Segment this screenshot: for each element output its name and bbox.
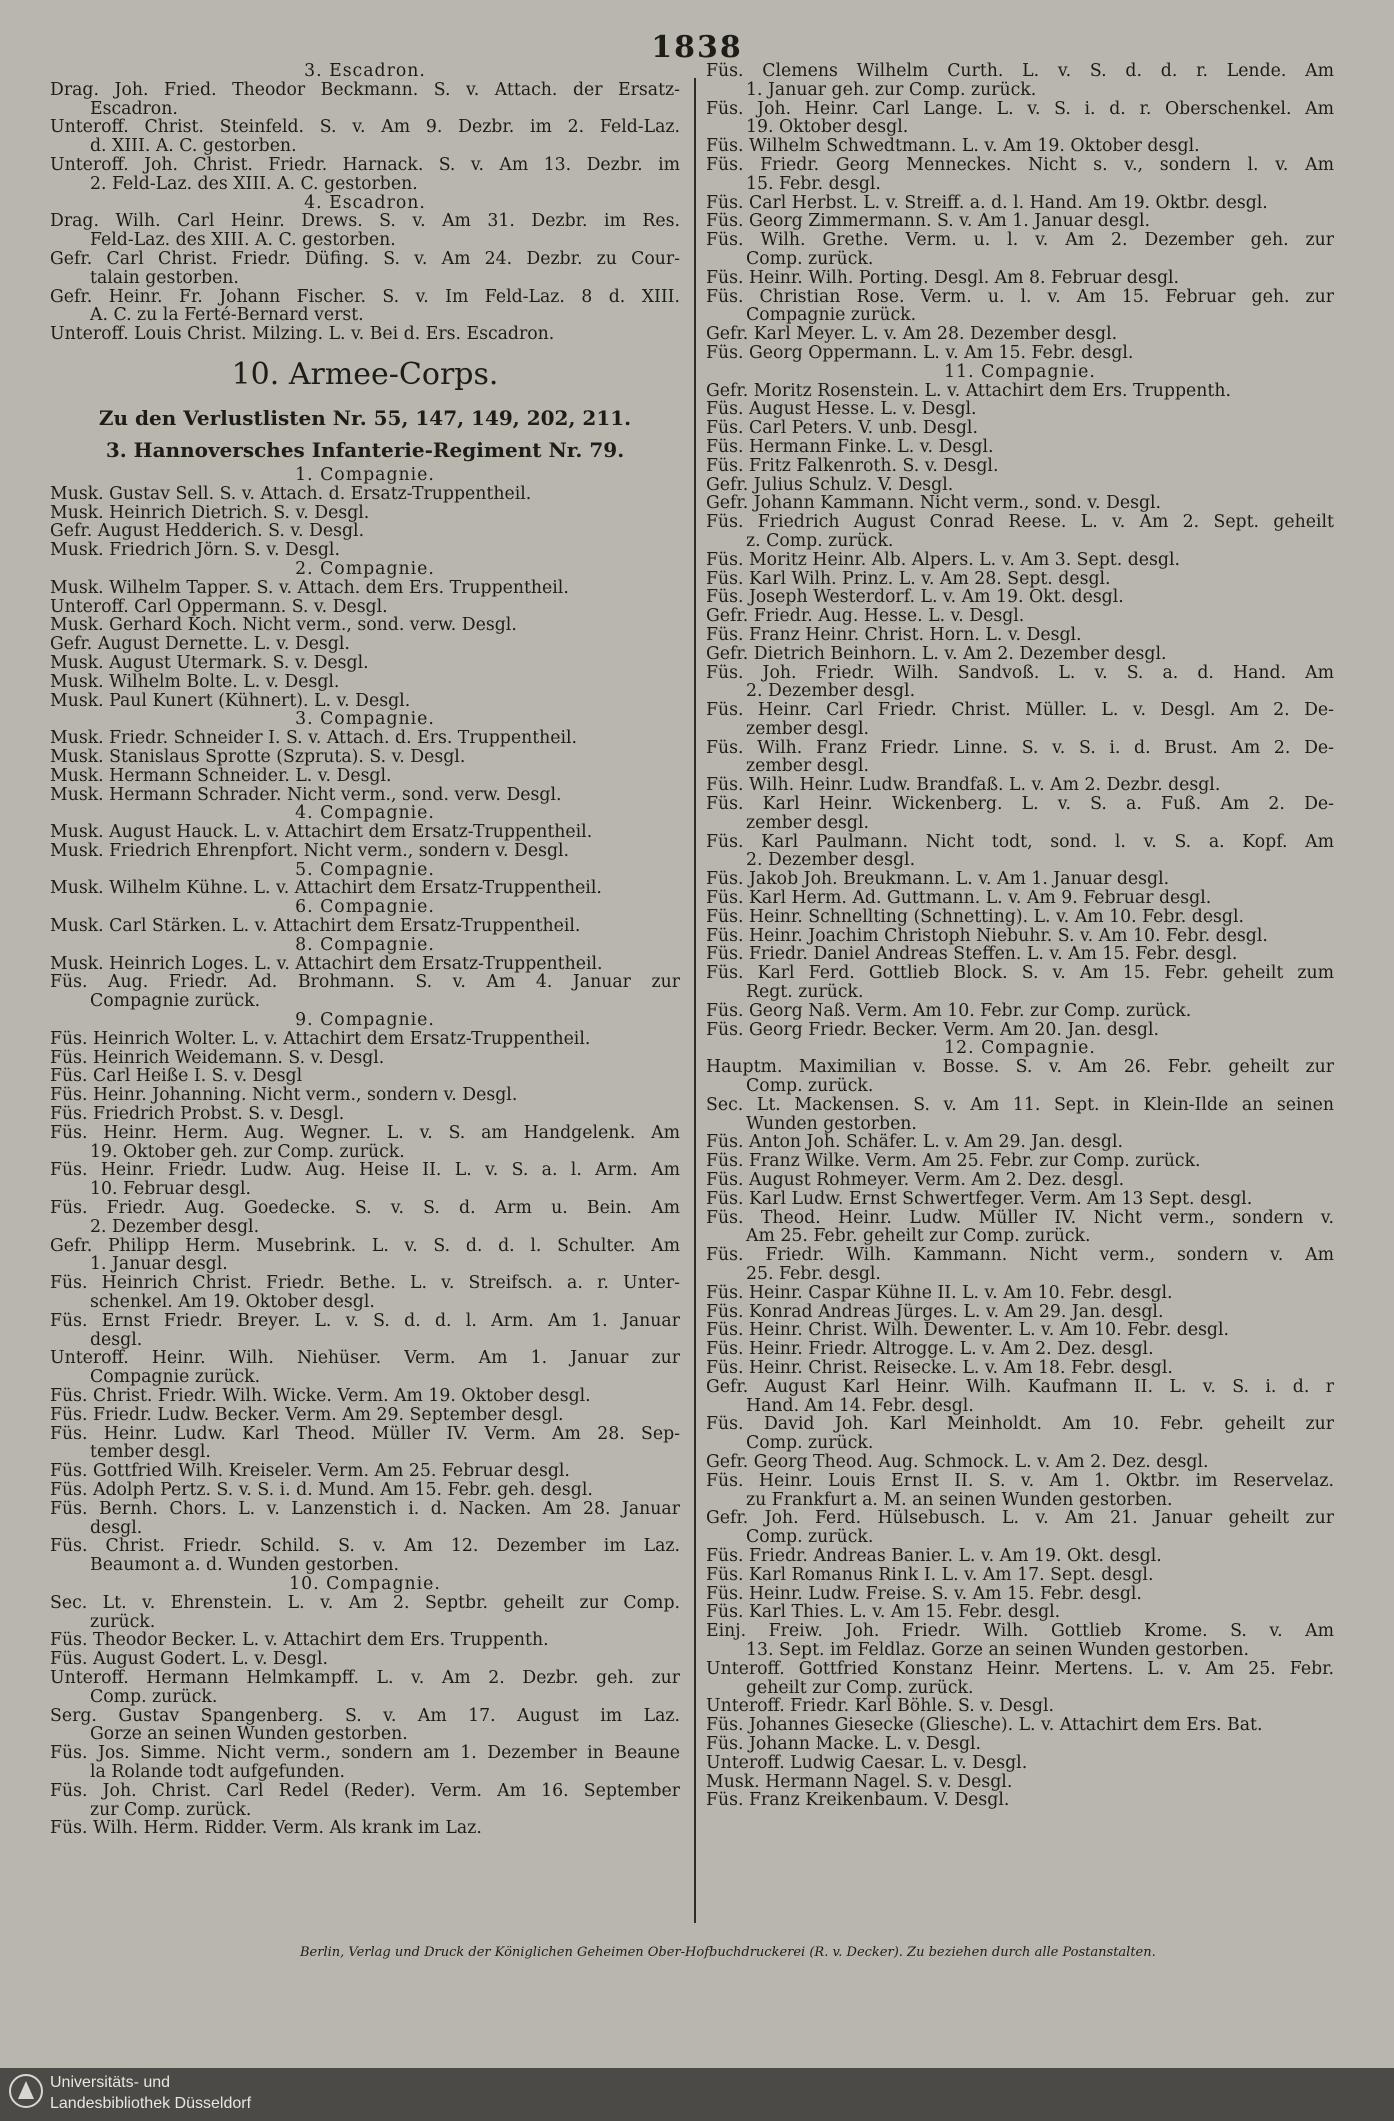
entry-continuation: 19. Oktober geh. zur Comp. zurück.: [90, 1142, 405, 1162]
company-heading: 1. Compagnie.: [295, 465, 435, 485]
entry-line: Füs. Georg Friedr. Becker. Verm. Am 20. Jan. desgl.: [706, 1020, 1159, 1040]
entry-line: Unteroff. Heinr. Wilh. Niehüser. Verm. Am 1. Januar zur: [50, 1349, 680, 1369]
entry-line: Füs. Friedr. Daniel Andreas Steffen. L. v. Am 15. Febr. desgl.: [706, 945, 1238, 965]
entry-continuation: Compagnie zurück.: [90, 992, 261, 1012]
entry-line: Füs. Karl Wilh. Prinz. L. v. Am 28. Sept. desgl.: [706, 569, 1111, 589]
entry-line: Füs. Ernst Friedr. Breyer. L. v. S. d. d. l. Arm. Am 1. Januar: [50, 1311, 680, 1331]
entry-line: Füs. Friedr. Andreas Banier. L. v. Am 19. Okt. desgl.: [706, 1546, 1162, 1566]
entry-line: Füs. Heinrich Weidemann. S. v. Desgl.: [50, 1048, 385, 1068]
entry-line: Füs. Franz Kreikenbaum. V. Desgl.: [706, 1791, 1010, 1811]
entry-continuation: Wunden gestorben.: [746, 1114, 917, 1134]
entry-line: Füs. Wilh. Grethe. Verm. u. l. v. Am 2. Dezember geh. zur: [706, 231, 1334, 250]
entry-line: Füs. Karl Thies. L. v. Am 15. Febr. desgl.: [706, 1603, 1061, 1623]
entry-line: Füs. Heinr. Christ. Reisecke. L. v. Am 18. Febr. desgl.: [706, 1358, 1173, 1378]
entry-line: Füs. Heinrich Christ. Friedr. Bethe. L. v. Streifsch. a. r. Unter-: [50, 1274, 680, 1294]
entry-continuation: Comp. zurück.: [746, 1528, 874, 1547]
entry-line: Füs. Heinr. Friedr. Altrogge. L. v. Am 2. Dez. desgl.: [706, 1340, 1154, 1359]
entry-line: Füs. Fritz Falkenroth. S. v. Desgl.: [706, 456, 999, 476]
entry-line: Füs. Heinrich Wolter. L. v. Attachirt dem Ersatz-Truppentheil.: [50, 1029, 591, 1049]
entry-line: Gefr. Julius Schulz. V. Desgl.: [706, 475, 954, 495]
entry-line: Füs. Karl Ferd. Gottlieb Block. S. v. Am 15. Febr. geheilt zum: [706, 964, 1334, 984]
entry-continuation: 2. Dezember desgl.: [90, 1217, 260, 1237]
company-heading: 9. Compagnie.: [295, 1011, 435, 1030]
entry-line: Füs. Karl Paulmann. Nicht todt, sond. l. v. S. a. Kopf. Am: [706, 832, 1334, 852]
entry-line: Drag. Wilh. Carl Heinr. Drews. S. v. Am 31. Dezbr. im Res.: [50, 212, 680, 232]
entry-line: Füs. Johann Macke. L. v. Desgl.: [706, 1734, 982, 1754]
entry-line: Unteroff. Ludwig Caesar. L. v. Desgl.: [706, 1753, 1028, 1773]
entry-continuation: zu Frankfurt a. M. an seinen Wunden gestorben.: [746, 1490, 1173, 1510]
entry-line: Füs. Joh. Friedr. Wilh. Sandvoß. L. v. S. a. d. Hand. Am: [706, 663, 1334, 683]
corps-heading: 10. Armee-Corps.: [231, 356, 499, 392]
entry-line: Füs. Christ. Friedr. Schild. S. v. Am 12. Dezember im Laz.: [50, 1537, 680, 1557]
entry-line: Füs. Adolph Pertz. S. v. S. i. d. Mund. Am 15. Febr. geh. desgl.: [50, 1480, 593, 1500]
page-number: 1838: [651, 30, 743, 65]
entry-line: Füs. Friedr. Aug. Goedecke. S. v. S. d. Arm u. Bein. Am: [50, 1199, 680, 1218]
entry-line: Füs. Karl Romanus Rink I. L. v. Am 17. Sept. desgl.: [706, 1565, 1154, 1585]
entry-line: Füs. Heinr. Caspar Kühne II. L. v. Am 10. Febr. desgl.: [706, 1283, 1173, 1303]
entry-line: Füs. Georg Zimmermann. S. v. Am 1. Januar desgl.: [706, 212, 1150, 232]
entry-line: Füs. Joh. Heinr. Carl Lange. L. v. S. i. d. r. Oberschenkel. Am: [706, 99, 1334, 119]
entry-continuation: schenkel. Am 19. Oktober desgl.: [90, 1293, 375, 1312]
section-heading: Zu den Verlustlisten Nr. 55, 147, 149, 202, 211.: [98, 405, 632, 430]
entry-line: Musk. August Hauck. L. v. Attachirt dem Ersatz-Truppentheil.: [50, 823, 593, 842]
entry-line: Einj. Freiw. Joh. Friedr. Wilh. Gottlieb Krome. S. v. Am: [706, 1622, 1334, 1641]
entry-line: Musk. Friedrich Ehrenpfort. Nicht verm., sondern v. Desgl.: [50, 841, 570, 861]
company-heading: 3. Escadron.: [304, 62, 426, 81]
entry-line: Füs. Joseph Westerdorf. L. v. Am 19. Okt. desgl.: [706, 588, 1124, 608]
entry-continuation: 19. Oktober desgl.: [746, 118, 909, 138]
left-column: [50, 62, 680, 1838]
entry-line: Musk. Wilhelm Kühne. L. v. Attachirt dem Ersatz-Truppentheil.: [50, 879, 602, 899]
entry-continuation: zurück.: [90, 1612, 156, 1632]
entry-line: Musk. Wilhelm Tapper. S. v. Attach. dem Ers. Truppentheil.: [50, 578, 569, 598]
entry-continuation: Comp. zurück.: [90, 1687, 218, 1707]
entry-continuation: Am 25. Febr. geheilt zur Comp. zurück.: [746, 1227, 1091, 1247]
entry-continuation: zember desgl.: [746, 757, 870, 777]
company-heading: 6. Compagnie.: [295, 898, 435, 918]
company-heading: 4. Escadron.: [304, 193, 426, 213]
entry-line: Musk. Gustav Sell. S. v. Attach. d. Ersatz-Truppentheil.: [50, 484, 532, 504]
company-heading: 4. Compagnie.: [295, 804, 435, 824]
entry-line: Gefr. Johann Kammann. Nicht verm., sond. v. Desgl.: [706, 494, 1162, 514]
entry-line: Füs. Georg Oppermann. L. v. Am 15. Febr. desgl.: [706, 343, 1134, 363]
entry-line: Musk. Stanislaus Sprotte (Szpruta). S. v. Desgl.: [50, 747, 466, 767]
entry-line: Unteroff. Christ. Steinfeld. S. v. Am 9. Dezbr. im 2. Feld-Laz.: [50, 118, 680, 138]
company-heading: 3. Compagnie.: [295, 710, 435, 730]
entry-line: Füs. Friedrich Probst. S. v. Desgl.: [50, 1105, 345, 1124]
entry-line: Füs. Heinr. Friedr. Ludw. Aug. Heise II. L. v. S. a. l. Arm. Am: [50, 1161, 680, 1181]
entry-line: Füs. Heinr. Ludw. Freise. S. v. Am 15. Febr. desgl.: [706, 1584, 1142, 1604]
entry-line: Gefr. Heinr. Fr. Johann Fischer. S. v. Im Feld-Laz. 8 d. XIII.: [50, 287, 680, 307]
entry-line: Musk. Friedrich Jörn. S. v. Desgl.: [50, 541, 340, 560]
entry-line: Füs. Jos. Simme. Nicht verm., sondern am 1. Dezember in Beaune: [50, 1744, 680, 1763]
entry-line: Füs. Heinr. Wilh. Porting. Desgl. Am 8. Februar desgl.: [706, 268, 1180, 288]
entry-line: Sec. Lt. v. Ehrenstein. L. v. Am 2. Septbr. geheilt zur Comp.: [50, 1593, 680, 1613]
entry-line: Füs. Christian Rose. Verm. u. l. v. Am 15. Februar geh. zur: [706, 287, 1334, 307]
entry-continuation: 2. Dezember desgl.: [746, 851, 916, 871]
entry-continuation: 2. Feld-Laz. des XIII. A. C. gestorben.: [90, 174, 418, 194]
entry-line: Gefr. Georg Theod. Aug. Schmock. L. v. Am 2. Dez. desgl.: [706, 1452, 1209, 1472]
entry-line: Füs. Heinr. Herm. Aug. Wegner. L. v. S. am Handgelenk. Am: [50, 1123, 680, 1143]
library-logo-icon: [8, 2073, 44, 2109]
company-heading: 11. Compagnie.: [944, 362, 1096, 382]
entry-line: Serg. Gustav Spangenberg. S. v. Am 17. August im Laz.: [50, 1706, 680, 1726]
section-heading: 3. Hannoversches Infanterie-Regiment Nr. 79.: [105, 437, 625, 462]
library-name-line1: Universitäts- und: [50, 2074, 171, 2091]
entry-line: Füs. Karl Ludw. Ernst Schwertfeger. Verm. Am 13 Sept. desgl.: [706, 1189, 1253, 1209]
entry-line: Füs. Wilh. Franz Friedr. Linne. S. v. S. i. d. Brust. Am 2. De-: [706, 738, 1334, 758]
entry-line: Unteroff. Gottfried Konstanz Heinr. Mertens. L. v. Am 25. Febr.: [706, 1659, 1334, 1679]
entry-line: Musk. Hermann Nagel. S. v. Desgl.: [706, 1772, 1013, 1792]
entry-line: Füs. Heinr. Joachim Christoph Niebuhr. S. v. Am 10. Febr. desgl.: [706, 926, 1268, 946]
entry-line: Füs. Carl Herbst. L. v. Streiff. a. d. l. Hand. Am 19. Oktbr. desgl.: [706, 193, 1268, 213]
entry-line: Füs. Gottfried Wilh. Kreiseler. Verm. Am 25. Februar desgl.: [50, 1462, 570, 1481]
company-heading: 5. Compagnie.: [295, 860, 435, 880]
entry-continuation: 15. Febr. desgl.: [746, 174, 881, 194]
entry-continuation: Compagnie zurück.: [90, 1368, 261, 1387]
entry-continuation: Comp. zurück.: [746, 1434, 874, 1453]
entry-line: Füs. Friedr. Georg Menneckes. Nicht s. v., sondern l. v. Am: [706, 155, 1334, 175]
entry-continuation: d. XIII. A. C. gestorben.: [90, 137, 297, 156]
entry-line: Füs. Joh. Christ. Carl Redel (Reder). Verm. Am 16. September: [50, 1781, 680, 1801]
entry-line: Musk. August Utermark. S. v. Desgl.: [50, 653, 369, 673]
entry-continuation: Beaumont a. d. Wunden gestorben.: [90, 1556, 399, 1575]
entry-continuation: Feld-Laz. des XIII. A. C. gestorben.: [90, 231, 396, 250]
entry-line: Füs. Georg Naß. Verm. Am 10. Febr. zur Comp. zurück.: [706, 1001, 1192, 1021]
entry-continuation: 1. Januar desgl.: [90, 1255, 228, 1275]
entry-continuation: Gorze an seinen Wunden gestorben.: [90, 1725, 408, 1745]
entry-line: Füs. Moritz Heinr. Alb. Alpers. L. v. Am 3. Sept. desgl.: [706, 550, 1180, 570]
entry-line: Gefr. Philipp Herm. Musebrink. L. v. S. d. d. l. Schulter. Am: [50, 1236, 680, 1256]
entry-line: Füs. Konrad Andreas Jürges. L. v. Am 29. Jan. desgl.: [706, 1302, 1164, 1322]
entry-line: Gefr. Dietrich Beinhorn. L. v. Am 2. Dezember desgl.: [706, 644, 1167, 664]
entry-line: Füs. Hermann Finke. L. v. Desgl.: [706, 437, 994, 457]
entry-line: Gefr. August Karl Heinr. Wilh. Kaufmann II. L. v. S. i. d. r: [706, 1377, 1334, 1397]
entry-continuation: Regt. zurück.: [746, 983, 864, 1002]
entry-line: Gefr. Carl Christ. Friedr. Düfing. S. v. Am 24. Dezbr. zu Cour-: [50, 249, 680, 269]
entry-line: Füs. Bernh. Chors. L. v. Lanzenstich i. d. Nacken. Am 28. Januar: [50, 1499, 680, 1519]
entry-line: Unteroff. Louis Christ. Milzing. L. v. Bei d. Ers. Escadron.: [50, 325, 555, 344]
entry-line: Füs. Friedr. Ludw. Becker. Verm. Am 29. September desgl.: [50, 1405, 564, 1425]
column-divider: [694, 78, 696, 1923]
entry-line: Musk. Wilhelm Bolte. L. v. Desgl.: [50, 672, 340, 692]
entry-line: Füs. Carl Peters. V. unb. Desgl.: [706, 419, 978, 438]
entry-continuation: desgl.: [90, 1518, 143, 1538]
entry-line: Musk. Hermann Schneider. L. v. Desgl.: [50, 766, 392, 786]
entry-line: Füs. August Godert. L. v. Desgl.: [50, 1650, 328, 1669]
entry-continuation: z. Comp. zurück.: [746, 531, 894, 551]
company-heading: 12. Compagnie.: [944, 1039, 1096, 1059]
entry-line: Unteroff. Friedr. Karl Böhle. S. v. Desgl.: [706, 1697, 1055, 1717]
entry-line: Unteroff. Carl Oppermann. S. v. Desgl.: [50, 597, 388, 617]
entry-line: Gefr. Moritz Rosenstein. L. v. Attachirt dem Ers. Truppenth.: [706, 381, 1231, 401]
entry-continuation: zember desgl.: [746, 719, 870, 739]
entry-continuation: Comp. zurück.: [746, 1077, 874, 1096]
entry-line: Unteroff. Joh. Christ. Friedr. Harnack. S. v. Am 13. Dezbr. im: [50, 155, 680, 175]
entry-line: Füs. Heinr. Christ. Wilh. Dewenter. L. v. Am 10. Febr. desgl.: [706, 1321, 1230, 1341]
entry-line: Füs. Friedrich August Conrad Reese. L. v. Am 2. Sept. geheilt: [706, 513, 1334, 532]
entry-line: Füs. Karl Heinr. Wickenberg. L. v. S. a. Fuß. Am 2. De-: [706, 795, 1334, 814]
entry-line: Füs. Heinr. Louis Ernst II. S. v. Am 1. Oktbr. im Reservelaz.: [706, 1471, 1334, 1491]
entry-continuation: 10. Februar desgl.: [90, 1180, 251, 1200]
entry-line: Füs. Heinr. Ludw. Karl Theod. Müller IV. Verm. Am 28. Sep-: [50, 1424, 680, 1444]
entry-line: Füs. Clemens Wilhelm Curth. L. v. S. d. d. r. Lende. Am: [706, 62, 1334, 81]
entry-line: Füs. Christ. Friedr. Wilh. Wicke. Verm. Am 19. Oktober desgl.: [50, 1387, 591, 1406]
entry-continuation: Escadron.: [90, 99, 178, 119]
right-column: [706, 62, 1334, 1810]
entry-continuation: desgl.: [90, 1330, 143, 1350]
entry-line: Füs. Wilh. Herm. Ridder. Verm. Als krank im Laz.: [50, 1819, 482, 1839]
entry-line: Füs. Carl Heiße I. S. v. Desgl: [50, 1067, 303, 1087]
entry-continuation: Compagnie zurück.: [746, 306, 917, 326]
entry-line: Drag. Joh. Fried. Theodor Beckmann. S. v. Attach. der Ersatz-: [50, 80, 680, 100]
entry-continuation: tember desgl.: [90, 1443, 211, 1463]
entry-line: Füs. August Rohmeyer. Verm. Am 2. Dez. desgl.: [706, 1171, 1125, 1190]
entry-continuation: 25. Febr. desgl.: [746, 1265, 881, 1284]
entry-line: Musk. Carl Stärken. L. v. Attachirt dem Ersatz-Truppentheil.: [50, 917, 581, 936]
company-heading: 10. Compagnie.: [289, 1574, 441, 1594]
entry-line: Füs. Wilh. Heinr. Ludw. Brandfaß. L. v. Am 2. Dezbr. desgl.: [706, 776, 1221, 796]
entry-continuation: Hand. Am 14. Febr. desgl.: [746, 1396, 974, 1416]
entry-line: Musk. Heinrich Dietrich. S. v. Desgl.: [50, 503, 370, 523]
entry-line: Füs. Jakob Joh. Breukmann. L. v. Am 1. Januar desgl.: [706, 870, 1170, 890]
entry-continuation: 13. Sept. im Feldlaz. Gorze an seinen Wunden gestorben.: [746, 1640, 1249, 1660]
entry-line: Sec. Lt. Mackensen. S. v. Am 11. Sept. in Klein-Ilde an seinen: [706, 1095, 1334, 1115]
entry-line: Hauptm. Maximilian v. Bosse. S. v. Am 26. Febr. geheilt zur: [706, 1058, 1334, 1078]
entry-line: Füs. August Hesse. L. v. Desgl.: [706, 400, 977, 420]
entry-line: Gefr. Karl Meyer. L. v. Am 28. Dezember desgl.: [706, 325, 1118, 344]
entry-continuation: 1. Januar geh. zur Comp. zurück.: [746, 80, 1037, 100]
library-footer-text: [50, 2072, 251, 2114]
entry-continuation: Comp. zurück.: [746, 249, 874, 269]
entry-line: Füs. Theod. Heinr. Ludw. Müller IV. Nicht verm., sondern v.: [706, 1208, 1334, 1228]
entry-line: Gefr. August Hedderich. S. v. Desgl.: [50, 522, 365, 542]
entry-line: Füs. Heinr. Carl Friedr. Christ. Müller. L. v. Desgl. Am 2. De-: [706, 701, 1334, 720]
entry-line: Füs. Theodor Becker. L. v. Attachirt dem Ers. Truppenth.: [50, 1631, 549, 1651]
entry-continuation: geheilt zur Comp. zurück.: [746, 1678, 974, 1698]
entry-continuation: talain gestorben.: [90, 268, 239, 288]
entry-line: Füs. Aug. Friedr. Ad. Brohmann. S. v. Am 4. Januar zur: [50, 973, 680, 993]
entry-line: Musk. Gerhard Koch. Nicht verm., sond. verw. Desgl.: [50, 616, 517, 636]
imprint-line: Berlin, Verlag und Druck der Königlichen Geheimen Ober-Hofbuchdruckerei (R. v. Decker). Zu beziehen durch alle Postanstalten.: [300, 1945, 1156, 1960]
entry-line: Unteroff. Hermann Helmkampff. L. v. Am 2. Dezbr. geh. zur: [50, 1668, 680, 1688]
entry-line: Füs. Johannes Giesecke (Gliesche). L. v. Attachirt dem Ers. Bat.: [706, 1716, 1263, 1735]
entry-line: Füs. Wilhelm Schwedtmann. L. v. Am 19. Oktober desgl.: [706, 137, 1200, 156]
entry-line: Musk. Friedr. Schneider I. S. v. Attach. d. Ers. Truppentheil.: [50, 729, 578, 748]
entry-line: Füs. Karl Herm. Ad. Guttmann. L. v. Am 9. Februar desgl.: [706, 889, 1212, 908]
entry-line: Gefr. Friedr. Aug. Hesse. L. v. Desgl.: [706, 607, 1025, 626]
entry-line: Musk. Heinrich Loges. L. v. Attachirt dem Ersatz-Truppentheil.: [50, 954, 603, 974]
entry-line: Füs. Heinr. Johanning. Nicht verm., sondern v. Desgl.: [50, 1086, 518, 1106]
entry-line: Füs. David Joh. Karl Meinholdt. Am 10. Febr. geheilt zur: [706, 1415, 1334, 1435]
entry-line: Gefr. August Dernette. L. v. Desgl.: [50, 635, 350, 654]
entry-line: Musk. Paul Kunert (Kühnert). L. v. Desgl.: [50, 691, 411, 711]
entry-line: Füs. Friedr. Wilh. Kammann. Nicht verm., sondern v. Am: [706, 1246, 1334, 1265]
entry-line: Musk. Hermann Schrader. Nicht verm., sond. verw. Desgl.: [50, 785, 562, 805]
library-name-line2: Landesbibliothek Düsseldorf: [50, 2095, 252, 2112]
entry-continuation: zember desgl.: [746, 813, 870, 833]
entry-line: Füs. Anton Joh. Schäfer. L. v. Am 29. Jan. desgl.: [706, 1133, 1124, 1153]
company-heading: 8. Compagnie.: [295, 935, 435, 955]
entry-continuation: la Rolande todt aufgefunden.: [90, 1762, 346, 1782]
entry-line: Füs. Heinr. Schnellting (Schnetting). L. v. Am 10. Febr. desgl.: [706, 907, 1244, 927]
entry-line: Gefr. Joh. Ferd. Hülsebusch. L. v. Am 21. Januar geheilt zur: [706, 1509, 1334, 1529]
entry-continuation: zur Comp. zurück.: [90, 1800, 252, 1820]
entry-continuation: 2. Dezember desgl.: [746, 682, 916, 702]
company-heading: 2. Compagnie.: [295, 559, 435, 579]
entry-continuation: A. C. zu la Ferté-Bernard verst.: [90, 306, 364, 326]
entry-line: Füs. Franz Heinr. Christ. Horn. L. v. Desgl.: [706, 625, 1082, 645]
entry-line: Füs. Franz Wilke. Verm. Am 25. Febr. zur Comp. zurück.: [706, 1152, 1201, 1172]
